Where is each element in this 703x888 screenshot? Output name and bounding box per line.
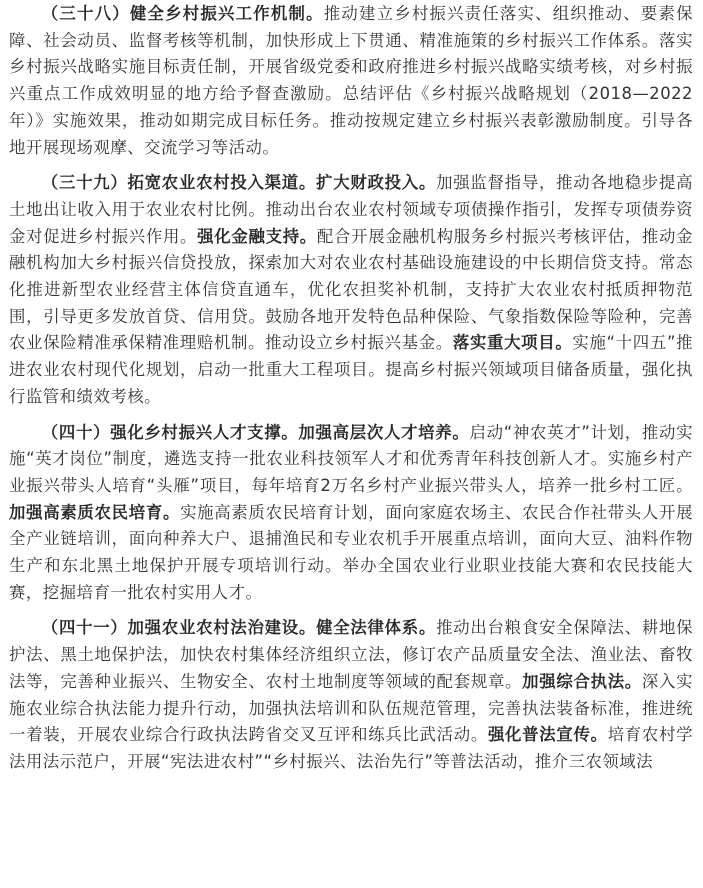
body-text: 深入实施农业综合执法能力提升行动，加强执法培训和队伍规范管理，完善执法装备标准，推进统一着装，开展农业综合行政执法跨省交叉互评和练兵比武活动。 — [9, 671, 694, 745]
body-text: 推动建立乡村振兴责任落实、组织推动、要素保障、社会动员、监督考核等机制，加快形成上下贯通、精准施策的乡村振兴工作体系。落实乡村振兴战略实施目标责任制，开展省级党委和政府推进乡村振兴战略实绩考核，对乡村振兴重点工作成效明显的地方给予督查激励。总结评估《乡村振兴战略规划（2018—2022年）》实施效果，推动如期完成目标任务。推动按规定建立乡村振兴表彰激励制度。引导各地开展现场观摩、交流学习等活动。 — [9, 4, 694, 157]
body-text: 配合开展金融机构服务乡村振兴考核评估，推动金融机构加大乡村振兴信贷投放，探索加大对农业农村基础设施建设的中长期信贷支持。常态化推进新型农业经营主体信贷直通车，优化农担奖补机制，支持扩大农业农村抵质押物范围，引导更多发放首贷、信用贷。鼓励各地开发特色品种保险、气象指数保险等险种，完善农业保险精准承保精准理赔机制。推动设立乡村振兴基金。 — [9, 226, 694, 353]
paragraph-39 — [9, 170, 693, 410]
paragraph-40 — [9, 420, 693, 607]
paragraph-38 — [9, 1, 693, 161]
paragraph-41 — [9, 615, 693, 775]
heading-39: （三十九）拓宽农业农村投入渠道。扩大财政投入。 — [41, 173, 437, 193]
body-text: 实施高素质农民培育计划，面向家庭农场主、农民合作社带头人开展全产业链培训，面向种养大户、退捕渔民和专业农机手开展重点培训，面向大豆、油料作物生产和东北黑土地保护开展专项培训行动。举办全国农业行业职业技能大赛和农民技能大赛，挖掘培育一批农村实用人才。 — [9, 502, 694, 602]
subheading-finance-support: 强化金融支持。 — [197, 226, 317, 246]
heading-40: （四十）强化乡村振兴人才支撑。加强高层次人才培养。 — [41, 422, 470, 442]
heading-38: （三十八）健全乡村振兴工作机制。 — [41, 4, 324, 23]
subheading-law-enforcement: 加强综合执法。 — [522, 671, 642, 691]
body-text: 加强监督指导，推动各地稳步提高土地出让收入用于农业农村比例。推动出台农业农村领域专项债操作指引，发挥专项债券资金对促进乡村振兴作用。 — [9, 173, 694, 246]
body-text: 实施“十四五”推进农业农村现代化规划，启动一批重大工程项目。提高乡村振兴领域项目储备质量，强化执行监管和绩效考核。 — [9, 333, 694, 406]
subheading-major-projects: 落实重大项目。 — [452, 333, 573, 353]
body-text: 培育农村学法用法示范户，开展“宪法进农村”“乡村振兴、法治先行”等普法活动，推介三农领域法 — [9, 725, 694, 771]
body-text: 启动“神农英才”计划，推动实施“英才岗位”制度，遴选支持一批农业科技领军人才和优秀青年科技创新人才。实施乡村产业振兴带头人培育“头雁”项目，每年培育2万名乡村产业振兴带头人，培养一批乡村工匠。 — [9, 422, 693, 495]
subheading-farmer-training: 加强高素质农民培育。 — [9, 502, 181, 522]
body-text: 推动出台粮食安全保障法、耕地保护法、黑土地保护法，加快农村集体经济组织立法，修订农产品质量安全法、渔业法、畜牧法等，完善种业振兴、生物安全、农村土地制度等领域的配套规章。 — [9, 618, 694, 691]
subheading-law-publicity: 强化普法宣传。 — [487, 725, 608, 745]
heading-41: （四十一）加强农业农村法治建设。健全法律体系。 — [41, 618, 437, 638]
